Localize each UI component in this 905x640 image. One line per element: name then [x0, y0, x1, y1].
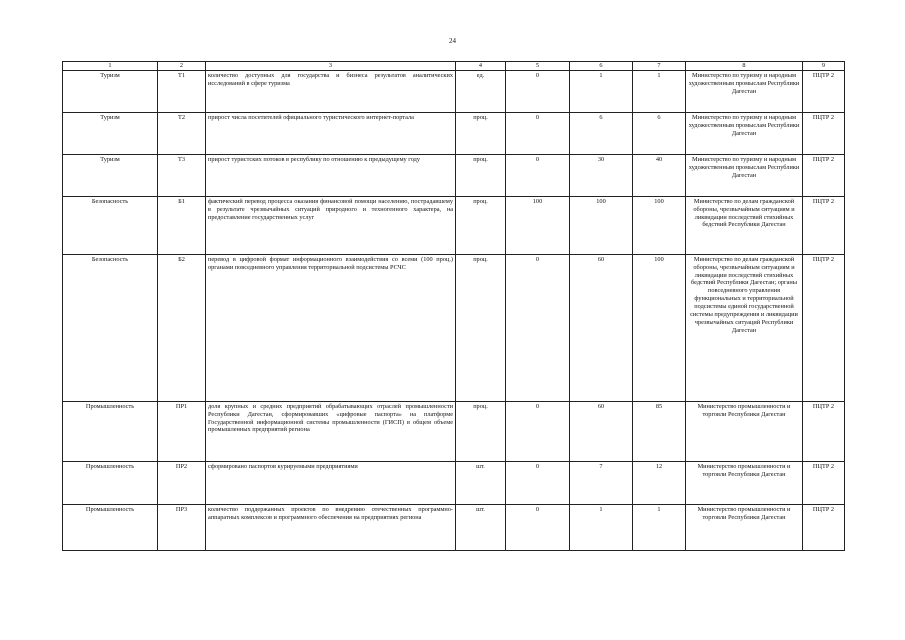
table-row — [63, 401, 845, 461]
value-cell: 1 — [633, 70, 686, 112]
header-cell: 2 — [158, 62, 206, 71]
code-cell: Б2 — [158, 254, 206, 401]
unit-cell: проц. — [456, 196, 506, 254]
source-cell: ПЦТР 2 — [803, 196, 845, 254]
code-cell: Б1 — [158, 196, 206, 254]
value-cell: 0 — [506, 504, 570, 550]
header-cell: 9 — [803, 62, 845, 71]
value-cell: 0 — [506, 461, 570, 504]
unit-cell: проц. — [456, 154, 506, 196]
code-cell: Т2 — [158, 112, 206, 154]
code-cell: ПР1 — [158, 401, 206, 461]
responsible-cell: Министерство по туризму и народным художественным промыслам Республики Дагестан — [686, 112, 803, 154]
table-row — [63, 196, 845, 254]
value-cell: 12 — [633, 461, 686, 504]
sector-cell: Промышленность — [63, 401, 158, 461]
responsible-cell: Министерство по туризму и народным художественным промыслам Республики Дагестан — [686, 154, 803, 196]
indicator-cell: сформировано паспортов курируемыми предприятиями — [206, 461, 456, 504]
table-row — [63, 504, 845, 550]
value-cell: 1 — [570, 70, 633, 112]
sector-cell: Безопасность — [63, 196, 158, 254]
code-cell: ПР2 — [158, 461, 206, 504]
unit-cell: ед. — [456, 70, 506, 112]
value-cell: 30 — [570, 154, 633, 196]
source-cell: ПЦТР 2 — [803, 504, 845, 550]
page-number: 24 — [449, 37, 456, 45]
responsible-cell: Министерство промышленности и торговли Республики Дагестан — [686, 401, 803, 461]
value-cell: 100 — [633, 196, 686, 254]
table-row — [63, 70, 845, 112]
value-cell: 60 — [570, 401, 633, 461]
value-cell: 60 — [570, 254, 633, 401]
header-cell: 3 — [206, 62, 456, 71]
sector-cell: Туризм — [63, 70, 158, 112]
source-cell: ПЦТР 2 — [803, 401, 845, 461]
source-cell: ПЦТР 2 — [803, 154, 845, 196]
table-row — [63, 112, 845, 154]
value-cell: 0 — [506, 112, 570, 154]
value-cell: 100 — [506, 196, 570, 254]
source-cell: ПЦТР 2 — [803, 70, 845, 112]
unit-cell: проц. — [456, 401, 506, 461]
value-cell: 100 — [633, 254, 686, 401]
header-cell: 5 — [506, 62, 570, 71]
sector-cell: Туризм — [63, 154, 158, 196]
responsible-cell: Министерство промышленности и торговли Республики Дагестан — [686, 504, 803, 550]
unit-cell: проц. — [456, 112, 506, 154]
header-cell: 4 — [456, 62, 506, 71]
table-row — [63, 154, 845, 196]
sector-cell: Промышленность — [63, 461, 158, 504]
indicator-cell: количество доступных для государства и бизнеса результатов аналитических исследований в сфере туризма — [206, 70, 456, 112]
value-cell: 6 — [570, 112, 633, 154]
code-cell: Т3 — [158, 154, 206, 196]
source-cell: ПЦТР 2 — [803, 461, 845, 504]
header-cell: 6 — [570, 62, 633, 71]
unit-cell: шт. — [456, 504, 506, 550]
indicator-cell: количество поддержанных проектов по внедрению отечественных программно-аппаратных комплексов и программного обеспечения на предприятиях региона — [206, 504, 456, 550]
value-cell: 6 — [633, 112, 686, 154]
sector-cell: Промышленность — [63, 504, 158, 550]
value-cell: 0 — [506, 401, 570, 461]
value-cell: 100 — [570, 196, 633, 254]
header-cell: 8 — [686, 62, 803, 71]
source-cell: ПЦТР 2 — [803, 112, 845, 154]
sector-cell: Безопасность — [63, 254, 158, 401]
indicator-cell: доля крупных и средних предприятий обрабатывающих отраслей промышленности Республики Дагестан, сформировавших «цифровые паспорта» на платформе Государственной информационной системы промышленности (ГИСП) в общем объеме промышленных предприятий региона — [206, 401, 456, 461]
value-cell: 1 — [570, 504, 633, 550]
value-cell: 85 — [633, 401, 686, 461]
responsible-cell: Министерство промышленности и торговли Республики Дагестан — [686, 461, 803, 504]
indicator-cell: прирост числа посетителей официального туристического интернет-портала — [206, 112, 456, 154]
table-row — [63, 254, 845, 401]
unit-cell: проц. — [456, 254, 506, 401]
unit-cell: шт. — [456, 461, 506, 504]
table-row — [63, 461, 845, 504]
code-cell: ПР3 — [158, 504, 206, 550]
value-cell: 7 — [570, 461, 633, 504]
responsible-cell: Министерство по делам гражданской обороны, чрезвычайным ситуациям и ликвидации последствий стихийных бедствий Республики Дагестан — [686, 196, 803, 254]
value-cell: 0 — [506, 254, 570, 401]
table-header-row — [63, 62, 845, 71]
header-cell: 7 — [633, 62, 686, 71]
header-cell: 1 — [63, 62, 158, 71]
value-cell: 40 — [633, 154, 686, 196]
value-cell: 0 — [506, 70, 570, 112]
source-cell: ПЦТР 2 — [803, 254, 845, 401]
indicators-table — [62, 61, 845, 551]
value-cell: 1 — [633, 504, 686, 550]
indicator-cell: прирост туристских потоков в республику по отношению к предыдущему году — [206, 154, 456, 196]
indicator-cell: перевод в цифровой формат информационного взаимодействия со всеми (100 проц.) органами повседневного управления территориальной подсистемы РСЧС — [206, 254, 456, 401]
sector-cell: Туризм — [63, 112, 158, 154]
responsible-cell: Министерство по туризму и народным художественным промыслам Республики Дагестан — [686, 70, 803, 112]
responsible-cell: Министерство по делам гражданской обороны, чрезвычайным ситуациям и ликвидации последствий стихийных бедствий Республики Дагестан; органы повседневного управления функциональных и территориальной подсистемы единой государственной системы предупреждения и ликвидации чрезвычайных ситуаций Республики Дагестан — [686, 254, 803, 401]
indicator-cell: фактический перевод процесса оказания финансовой помощи населению, пострадавшему в результате чрезвычайных ситуаций природного и техногенного характера, на предоставление государственных услуг — [206, 196, 456, 254]
value-cell: 0 — [506, 154, 570, 196]
code-cell: Т1 — [158, 70, 206, 112]
